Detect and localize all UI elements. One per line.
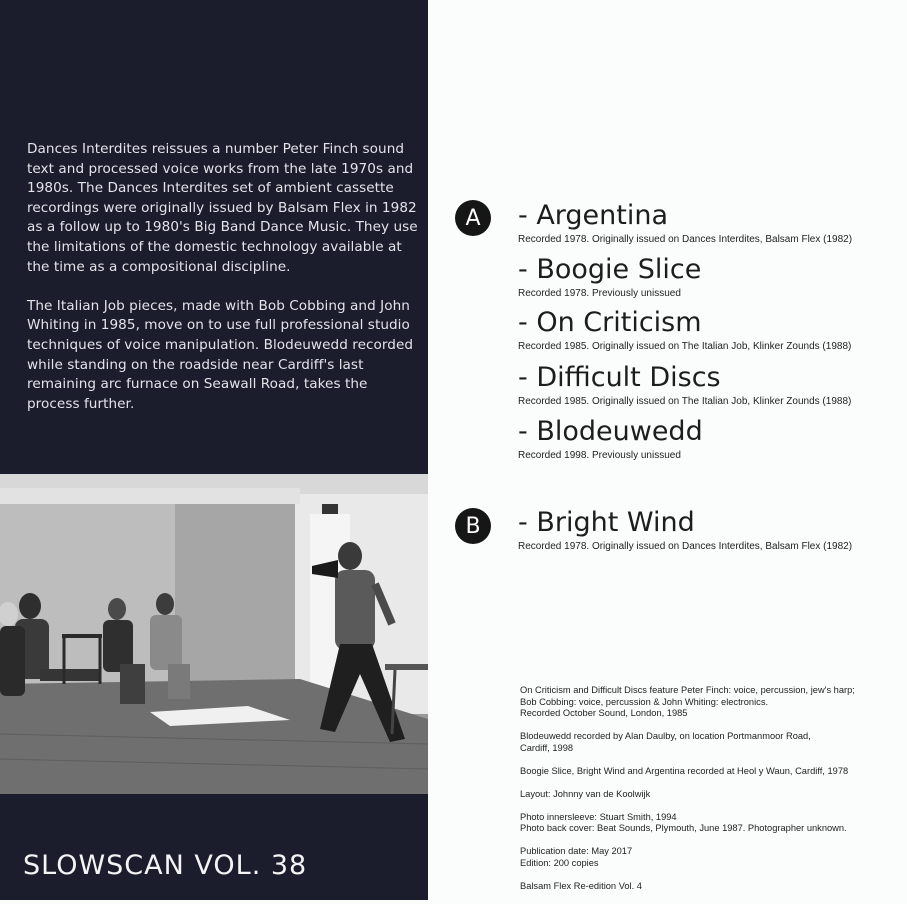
track-title: - Boogie Slice [518, 254, 702, 285]
credits [520, 685, 890, 904]
track-item [518, 362, 851, 408]
track-item [518, 307, 851, 353]
credit-line: Edition: 200 copies [520, 857, 599, 868]
credit-line: Photo back cover: Beat Sounds, Plymouth, June 1987. Photographer unknown. [520, 823, 847, 833]
credit-line: Publication date: May 2017 [520, 846, 633, 856]
credit-line: Cardiff, 1998 [520, 742, 574, 753]
track-title: - Bright Wind [518, 507, 695, 538]
track-note: Recorded 1985. Originally issued on The Italian Job, Klinker Zounds (1988) [518, 341, 852, 352]
track-note: Recorded 1998. Previously unissued [518, 450, 681, 461]
track-item [518, 416, 703, 462]
left-panel [0, 0, 428, 900]
credit-line: Layout: Johnny van de Koolwijk [520, 788, 651, 799]
track-note: Recorded 1978. Previously unissued [518, 288, 681, 299]
track-item [518, 200, 852, 246]
credit-block [520, 766, 890, 778]
intro-text [27, 140, 419, 434]
track-note: Recorded 1978. Originally issued on Dances Interdites, Balsam Flex (1982) [518, 541, 853, 552]
performance-photo [0, 474, 428, 794]
track-note: Recorded 1978. Originally issued on Dances Interdites, Balsam Flex (1982) [518, 234, 853, 245]
series-title: SLOWSCAN VOL. 38 [23, 850, 308, 881]
side-b-badge: B [455, 508, 491, 544]
credit-line: Blodeuwedd recorded by Alan Daulby, on location Portmanmoor Road, [520, 731, 811, 741]
credit-line: Balsam Flex Re-edition Vol. 4 [520, 880, 642, 891]
credit-block [520, 846, 890, 869]
intro-paragraph-2: The Italian Job pieces, made with Bob Cobbing and John Whiting in 1985, move on to use full professional studio techniques of voice manipulation. Blodeuwedd recorded while standing on the roadside near Cardiff's last remaining arc furnace on Seawall Road, takes the process further. [27, 297, 414, 412]
credit-line: Recorded October Sound, London, 1985 [520, 708, 688, 718]
credit-block [520, 881, 890, 893]
credit-line: Bob Cobbing: voice, percussion & John Whiting: electronics. [520, 696, 769, 707]
credit-line: Boogie Slice, Bright Wind and Argentina recorded at Heol y Waun, Cardiff, 1978 [520, 765, 849, 776]
track-title: - Argentina [518, 200, 669, 231]
track-item [518, 254, 701, 300]
credit-line: On Criticism and Difficult Discs feature Peter Finch: voice, percussion, jew's harp; [520, 685, 855, 695]
track-title: - On Criticism [518, 307, 702, 338]
track-title: - Blodeuwedd [518, 416, 703, 447]
credit-block [520, 812, 890, 835]
credit-block [520, 731, 890, 754]
track-note: Recorded 1985. Originally issued on The Italian Job, Klinker Zounds (1988) [518, 396, 852, 407]
intro-paragraph-1: Dances Interdites reissues a number Peter Finch sound text and processed voice works from the late 1970s and 1980s. The Dances Interdites set of ambient cassette recordings were originally issued by Balsam Flex in 1982 as a follow up to 1980's Big Band Dance Music. They use the limitations of the domestic technology available at the time as a compositional discipline. [27, 141, 418, 275]
credit-block [520, 789, 890, 801]
credit-line: Photo innersleeve: Stuart Smith, 1994 [520, 811, 677, 822]
track-title: - Difficult Discs [518, 362, 721, 393]
side-a-badge: A [455, 200, 491, 236]
track-item [518, 507, 852, 553]
credit-block [520, 685, 890, 720]
